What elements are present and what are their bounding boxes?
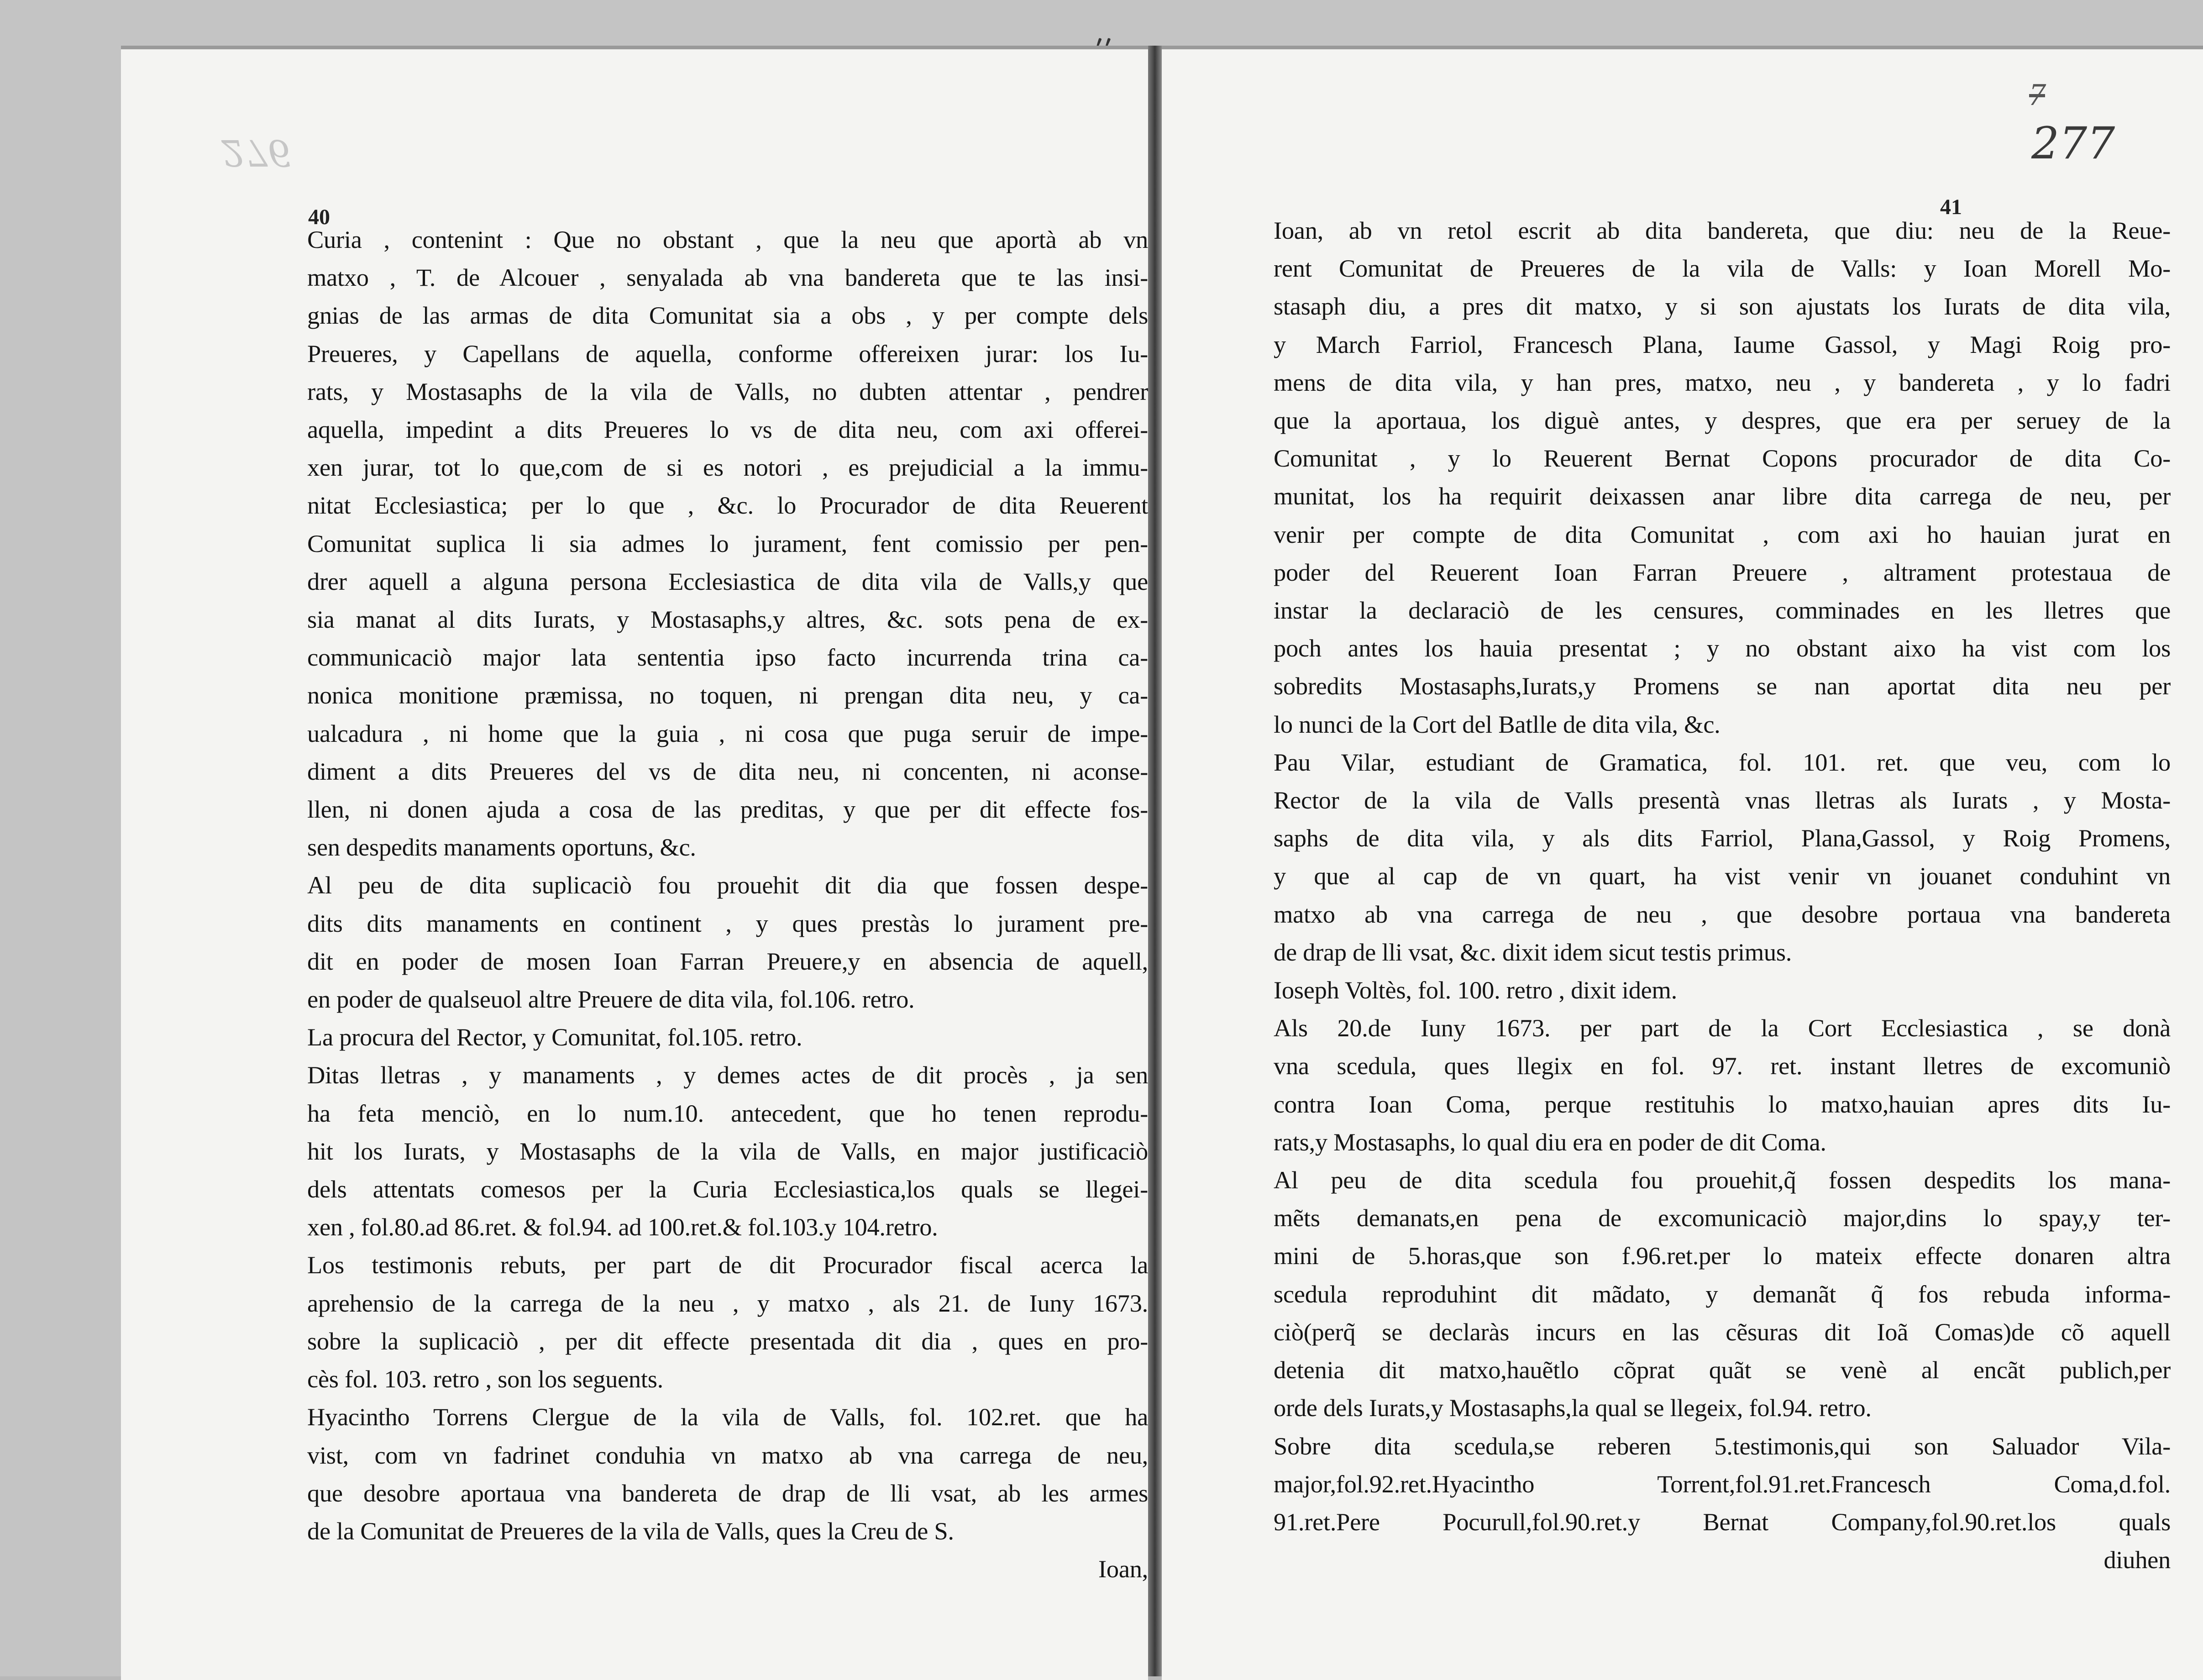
text-line: poch antes los hauia presentat ; y no obstant aixo ha vist com los xyxy=(1274,634,2171,662)
text-line: aquella, impedint a dits Preueres lo vs de dita neu, com axi offerei- xyxy=(307,415,1148,444)
text-line: Hyacintho Torrens Clergue de la vila de Valls, fol. 102.ret. que ha xyxy=(307,1403,1148,1431)
text-line: nonica monitione præmissa, no toquen, ni prengan dita neu, y ca- xyxy=(307,681,1148,709)
text-line: 91.ret.Pere Pocurull,fol.90.ret.y Bernat Company,fol.90.ret.los quals xyxy=(1274,1507,2171,1536)
text-line: vna scedula, ques llegix en fol. 97. ret. instant lletres de excomuniò xyxy=(1274,1052,2171,1080)
text-line: Ditas lletras , y manaments , y demes actes de dit procès , ja sen xyxy=(307,1061,1148,1089)
left-page-number: 40 xyxy=(308,205,330,229)
text-line: nitat Ecclesiastica; per lo que , &c. lo Procurador de dita Reuerent xyxy=(307,491,1148,520)
text-line: Ioan, ab vn retol escrit ab dita bandereta, que diu: neu de la Reue- xyxy=(1274,216,2171,244)
text-line: que desobre aportaua vna bandereta de drap de lli vsat, ab les armes xyxy=(307,1479,1148,1507)
text-line: matxo ab vna carrega de neu , que desobre portaua vna bandereta xyxy=(1274,900,2171,928)
text-line: Al peu de dita scedula fou prouehit,q̃ fossen despedits los mana- xyxy=(1274,1166,2171,1194)
left-manuscript-folio: 276 xyxy=(221,131,291,174)
text-line: Als 20.de Iuny 1673. per part de la Cort Ecclesiastica , se donà xyxy=(1274,1014,2171,1042)
text-line: de drap de lli vsat, &c. dixit idem sicut testis primus. xyxy=(1274,938,1792,966)
text-line: matxo , T. de Alcouer , senyalada ab vna bandereta que te las insi- xyxy=(307,263,1148,292)
text-line: diment a dits Preueres del vs de dita neu, ni concenten, ni aconse- xyxy=(307,757,1148,785)
text-line: de la Comunitat de Preueres de la vila de Valls, ques la Creu de S. xyxy=(307,1517,954,1545)
text-line: llen, ni donen ajuda a cosa de las preditas, y que per dit effecte fos- xyxy=(307,795,1148,824)
text-line: mẽts demanats,en pena de excomunicaciò major,dins lo spay,y ter- xyxy=(1274,1204,2171,1232)
text-line: rats, y Mostasaphs de la vila de Valls, no dubten attentar , pendrer xyxy=(307,377,1148,405)
text-line: Pau Vilar, estudiant de Gramatica, fol. 101. ret. que veu, com lo xyxy=(1274,748,2171,776)
right-struck-folio: 7 xyxy=(2029,77,2045,112)
text-line: orde dels Iurats,y Mostasaphs,la qual se llegeix, fol.94. retro. xyxy=(1274,1394,1872,1422)
text-line: hit los Iurats, y Mostasaphs de la vila de Valls, en major justificaciò xyxy=(307,1137,1148,1165)
text-line: lo nunci de la Cort del Batlle de dita vila, &c. xyxy=(1274,710,1720,738)
text-line: mens de dita vila, y han pres, matxo, neu , y bandereta , y lo fadri xyxy=(1274,368,2171,396)
text-line: rats,y Mostasaphs, lo qual diu era en poder de dit Coma. xyxy=(1274,1128,1826,1156)
text-line: poder del Reuerent Ioan Farran Preuere , altrament protestaua de xyxy=(1274,558,2171,586)
text-line: ciò(perq̃ se declaràs incurs en las cẽsuras dit Ioã Comas)de cõ aquell xyxy=(1274,1318,2171,1346)
text-line: communicaciò major lata sententia ipso facto incurrenda trina ca- xyxy=(307,643,1148,672)
text-line: Curia , contenint : Que no obstant , que la neu que aportà ab vn xyxy=(307,226,1148,253)
text-line: Preueres, y Capellans de aquella, conforme offereixen jurar: los Iu- xyxy=(307,339,1148,368)
text-line: y March Farriol, Francesch Plana, Iaume Gassol, y Magi Roig pro- xyxy=(1274,330,2171,358)
text-line: mini de 5.horas,que son f.96.ret.per lo mateix effecte donaren altra xyxy=(1274,1242,2171,1270)
text-line: vist, com vn fadrinet conduhia vn matxo ab vna carrega de neu, xyxy=(307,1441,1148,1469)
text-line: Al peu de dita suplicaciò fou prouehit dit dia que fossen despe- xyxy=(307,871,1148,899)
text-line: sen despedits manaments oportuns, &c. xyxy=(307,833,696,861)
right-page xyxy=(1162,46,2203,1680)
right-manuscript-folio: 277 xyxy=(2031,118,2115,169)
text-line: que la aportaua, los diguè antes, y despres, que era per seruey de la xyxy=(1274,406,2171,435)
text-line: Ioan, xyxy=(1098,1555,1148,1583)
text-line: Sobre dita scedula,se reberen 5.testimonis,qui son Saluador Vila- xyxy=(1274,1432,2171,1460)
text-line: Comunitat suplica li sia admes lo jurament, fent comissio per pen- xyxy=(307,529,1148,557)
right-page-number: 41 xyxy=(1940,195,1962,219)
text-line: Comunitat , y lo Reuerent Bernat Copons procurador de dita Co- xyxy=(1274,444,2171,472)
text-line: gnias de las armas de dita Comunitat sia a obs , y per compte dels xyxy=(307,301,1148,330)
text-line: scedula reproduhint dit mãdato, y demanãt q̃ fos rebuda informa- xyxy=(1274,1280,2171,1308)
text-line: dels attentats comesos per la Curia Ecclesiastica,los quals se llegei- xyxy=(307,1175,1148,1203)
text-line: y que al cap de vn quart, ha vist venir vn jouanet conduhint vn xyxy=(1274,862,2171,890)
text-line: munitat, los ha requirit deixassen anar libre dita carrega de neu, per xyxy=(1274,482,2171,510)
text-line: dit en poder de mosen Ioan Farran Preuere,y en absencia de aquell, xyxy=(307,947,1148,975)
text-line: saphs de dita vila, y als dits Farriol, Plana,Gassol, y Roig Promens, xyxy=(1274,824,2171,852)
text-line: Rector de la vila de Valls presentà vnas lletras als Iurats , y Mosta- xyxy=(1274,786,2171,814)
text-line: cès fol. 103. retro , son los seguents. xyxy=(307,1365,663,1393)
text-line: drer aquell a alguna persona Ecclesiastica de dita vila de Valls,y que xyxy=(307,567,1148,595)
text-line: venir per compte de dita Comunitat , com axi ho hauian jurat en xyxy=(1274,520,2171,548)
text-line: Ioseph Voltès, fol. 100. retro , dixit idem. xyxy=(1274,976,1677,1004)
text-line: detenia dit matxo,hauẽtlo cõprat quãt se venè al encãt publich,per xyxy=(1274,1356,2171,1384)
text-line: instar la declaraciò de les censures, comminades en les lletres que xyxy=(1274,596,2171,625)
text-line: xen jurar, tot lo que,com de si es notori , es prejudicial a la immu- xyxy=(307,453,1148,482)
text-line: Los testimonis rebuts, per part de dit Procurador fiscal acerca la xyxy=(307,1251,1148,1279)
text-line: sobre la suplicaciò , per dit effecte presentada dit dia , ques en pro- xyxy=(307,1327,1148,1355)
text-line: sobredits Mostasaphs,Iurats,y Promens se nan aportat dita neu per xyxy=(1274,672,2171,700)
text-line: major,fol.92.ret.Hyacintho Torrent,fol.91.ret.Francesch Coma,d.fol. xyxy=(1274,1470,2171,1498)
text-line: stasaph diu, a pres dit matxo, y si son ajustats los Iurats de dita vila, xyxy=(1274,292,2171,320)
left-page-text xyxy=(307,220,1148,1588)
text-line: dits dits manaments en continent , y ques prestàs lo jurament pre- xyxy=(307,909,1148,937)
text-line: La procura del Rector, y Comunitat, fol.105. retro. xyxy=(307,1023,803,1051)
text-line: contra Ioan Coma, perque restituhis lo matxo,hauian apres dits Iu- xyxy=(1274,1090,2171,1118)
text-line: sia manat al dits Iurats, y Mostasaphs,y altres, &c. sots pena de ex- xyxy=(307,605,1148,634)
left-page xyxy=(121,46,1148,1680)
text-line: en poder de qualseuol altre Preuere de dita vila, fol.106. retro. xyxy=(307,985,915,1013)
text-line: xen , fol.80.ad 86.ret. & fol.94. ad 100.ret.& fol.103.y 104.retro. xyxy=(307,1213,938,1241)
text-line: diuhen xyxy=(2103,1546,2171,1574)
text-line: ualcadura , ni home que la guia , ni cosa que puga seruir de impe- xyxy=(307,719,1148,747)
text-line: aprehensio de la carrega de la neu , y matxo , als 21. de Iuny 1673. xyxy=(307,1289,1148,1317)
right-page-text xyxy=(1274,211,2171,1579)
book-gutter xyxy=(1148,46,1162,1676)
text-line: rent Comunitat de Preueres de la vila de Valls: y Ioan Morell Mo- xyxy=(1274,254,2171,283)
text-line: ha feta menciò, en lo num.10. antecedent, que ho tenen reprodu- xyxy=(307,1099,1148,1127)
